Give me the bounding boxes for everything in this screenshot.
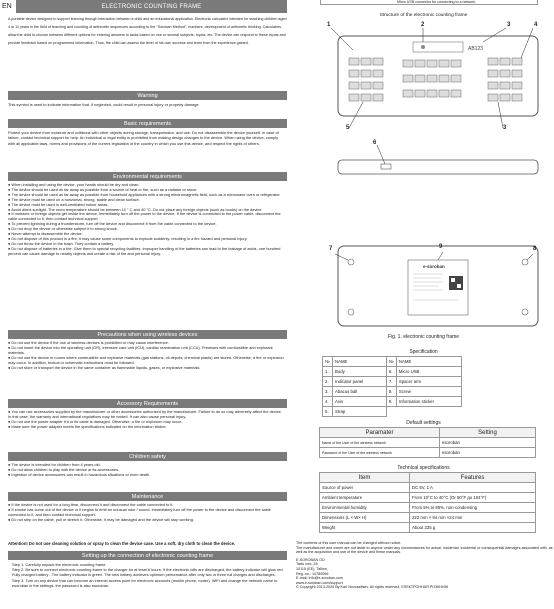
table-header-cell: Features: [410, 473, 536, 483]
environmental-section: [0, 170, 287, 257]
intro-section: [0, 15, 287, 47]
table-row: [323, 367, 462, 377]
manual-header: [0, 0, 287, 13]
footer-line: The manufacturer and owner are not liable to anyone under any circumstances for actual, incidental, incidental or consequential damages associated with, as well as the acquisition and use of the device and these manuals.: [296, 545, 553, 555]
footer-line: © Copyright 2013-2020 By Karl Novoseltsev. All rights reserved. ЕЛЕКТРОННАЯ РОЗКНИЖ: [296, 585, 449, 590]
device-bottom-view-diagram: [293, 242, 554, 330]
setup-steps: [0, 562, 287, 588]
callout-number: 8: [533, 246, 537, 252]
accessory-list: [0, 410, 287, 430]
list-item: ● Do not step on the cable, pull or stretch it. Otherwise, it may be damaged and the device will stop working.: [8, 516, 194, 522]
tech-specs-table: [319, 472, 536, 533]
basic-requirements-section: [0, 117, 287, 146]
children-safety-section: [0, 450, 287, 478]
warning-heading: Warning: [8, 91, 287, 100]
footer-notes: [296, 541, 554, 590]
table-cell: Weight: [320, 523, 410, 533]
list-item: ● The device should be used as far away as possible from a source of heat or fire, such as a radiator or stove.: [8, 186, 198, 192]
callout-number: 6: [373, 140, 377, 146]
table-row: [320, 428, 536, 438]
table-cell: Password of the User of the wireless network: [320, 448, 440, 458]
basic-requirements-heading: Basic requirements: [8, 119, 287, 128]
list-item: ● If the device is not used for a long time, disconnect it and disconnect the cable connected to it.: [8, 502, 174, 507]
list-item: ● Do not use the power adapter if it or its cable is damaged. Otherwise, a fire or explosion may occur..: [8, 418, 184, 424]
environmental-list: [0, 183, 287, 257]
setup-section: [0, 549, 287, 588]
callout-number: 3: [503, 125, 507, 131]
list-item: ● The device must be used on a horizontal, strong, stable and clean surface.: [8, 196, 140, 202]
warning-section: [0, 89, 287, 107]
table-cell: 9.: [386, 397, 396, 407]
list-item: ● The device should be used as far away as possible from household appliances with a strong electromagnetic field, such as a microwave oven or refrigerator.: [8, 191, 281, 197]
basic-requirements-text: Protect your device from moisture and collisions with other objects during storage, transportation, and use. Do not disassemble the device yourself. In case of failure, contact technical support for help. An individual or legal entity is prohibited from making design changes to the device. When using the device, comply with all applicable laws, norms and provisions of the current legislation of the country in which you use this device, and respect the rights of others.: [8, 130, 279, 146]
table-cell: esoroban: [440, 448, 536, 458]
table-cell: Micro USB: [396, 367, 461, 377]
list-item: ● If moisture or foreign objects get inside the device, immediately turn off the power to the device. If the device is connected to the power cable, disconnect the cable connected to it, then contact technical support.: [8, 211, 281, 222]
table-cell: Information sticker: [396, 397, 461, 407]
table-cell: Abacus ball: [333, 387, 387, 397]
maintenance-list: [0, 503, 287, 523]
list-item: ● You can use accessories supplied by the manufacturer or other accessories authorized by the manufacturer. Failure to do so may adversely affect the device. In this case, the warranty and international regulations may be voided. It can also cause personal injury.: [8, 409, 282, 419]
default-settings-table: [319, 427, 536, 458]
list-item: ● The device is intended for children from 4 years old.: [8, 462, 101, 467]
table-cell: Strap: [333, 407, 387, 417]
table-cell: Screw: [396, 387, 461, 397]
setup-step: Step 1. Carefully unpack the electronic counting frame.: [12, 562, 107, 567]
footer-line: The contents of this user manual can be changed without notice.: [296, 541, 402, 545]
list-item: ● Do not use the device if the use of wireless devices is prohibited or may cause interference.: [8, 340, 169, 345]
table-cell: [396, 407, 461, 417]
children-safety-heading: Children safety: [8, 452, 287, 461]
table-header-cell: Paramater: [320, 428, 440, 438]
table-row: [323, 397, 462, 407]
callout-number: 7: [329, 246, 333, 252]
top-note-text: Micro USB connector for connecting to a network.: [397, 0, 477, 4]
table-row: [323, 407, 462, 417]
table-cell: Ambient temperature: [320, 493, 410, 503]
table-cell: Spacer arm: [396, 377, 461, 387]
list-item: ● Do not dispose of this product in a fire, it may cause some components to explode suddenly, resulting in a fire hazard and personal injury.: [8, 235, 248, 241]
table-row: [323, 357, 462, 367]
default-settings-title: Default settings: [406, 420, 441, 426]
footer-line: Reg. no.: 14780096: [296, 571, 329, 576]
table-cell: 2.: [323, 377, 333, 387]
table-header-cell: NAME: [333, 357, 387, 367]
table-row: [323, 387, 462, 397]
figure-caption: Fig. 1. electronic counting frame: [387, 334, 460, 340]
list-item: ● When installing and using the device, your hands should be dry and clean.: [8, 182, 140, 187]
table-cell: DC 5V, 1 A: [410, 483, 536, 493]
table-row: [320, 513, 536, 523]
table-cell: 222 mm × 94 mm ×24 mm: [410, 513, 536, 523]
table-cell: 6.: [386, 367, 396, 377]
footer-line: 10115 (EE), Tallinn,: [296, 566, 328, 571]
wireless-heading: Precautions when using wireless devices: [8, 330, 287, 339]
callout-number: 4: [534, 22, 538, 28]
intro-text: A portable device designed to support learning through interaction between a child and an educational application. Electronic calculator intended for teaching children aged 4 to 11 years in the field of teaching and counting of arithmetic sequences according to the "Soroban Method", numbers, development of arithmetic thinking. Calculators allow the child to choose between different options for entering answers to tasks based on one or several subjects, topics, etc. The device can respond to these inputs and provide feedback based on programmed information. Thus, the child can assess the level of his own success and learn from the experience gained.: [8, 17, 287, 45]
wireless-list: [0, 341, 287, 370]
table-cell: Source of power: [320, 483, 410, 493]
table-row: [320, 493, 536, 503]
callout-number: 1: [327, 22, 331, 28]
table-cell: Indicator panel: [333, 377, 387, 387]
list-item: ● Never attempt to disassemble the device.: [8, 231, 83, 237]
table-cell: Axis: [333, 397, 387, 407]
setup-step: Step 3. Turn on any device that can become an internet access point for electronic accounts (mobile phone, router). WiFi and change the network name to esoroban in the settings, the password is also esoroban.: [12, 577, 278, 588]
list-item: ● Do not throw the device in the trash. They contain a battery.: [8, 240, 115, 246]
maintenance-heading: Maintenance: [8, 492, 287, 501]
attention-section: [0, 541, 287, 547]
environmental-heading: Environmental requirements: [8, 172, 287, 181]
table-cell: [386, 407, 396, 417]
table-cell: From 10°C to 40°C (Or 50°F до 104°F): [410, 493, 536, 503]
tech-specs-title: Technical specifications: [397, 465, 450, 471]
table-cell: Environmental humidity: [320, 503, 410, 513]
table-header-cell: Item: [320, 473, 410, 483]
model-label: AB123: [468, 46, 484, 52]
table-cell: 1.: [323, 367, 333, 377]
list-item: ● Ingestion of device accessories can result in hazardous situations or even death.: [8, 471, 151, 477]
table-cell: 8.: [386, 387, 396, 397]
attention-text: Attention! Do not use cleaning solution or spray to clean the device case. Use a soft, dry cloth to clean the device.: [8, 541, 236, 546]
table-header-cell: №: [323, 357, 333, 367]
children-safety-list: [0, 463, 287, 478]
table-row: [320, 448, 536, 458]
footer-line: E-SOROBAN OÜ: [296, 557, 325, 562]
list-item: ● Do not dispose of batteries in a fire. Give them to special recycling facilities. Improper handling of the batteries can lead to the leakage of acids, one hundred percent can cause damage to nearby objects and create a risk of fire and personal injury.: [8, 245, 281, 256]
table-cell: 4.: [323, 397, 333, 407]
manual-right-column: [293, 0, 554, 609]
list-item: ● The device must be used in well-ventilated indoor areas.: [8, 201, 109, 207]
footer-line: Tartu mnt, 28: [296, 562, 318, 567]
table-cell: From 5% to 85%, non-condensing: [410, 503, 536, 513]
table-row: [320, 503, 536, 513]
accessory-heading: Accessory Requirements: [8, 399, 287, 408]
table-header-cell: NAME: [396, 357, 461, 367]
warning-text: This symbol is used to indicate information that, if neglected, could result in personal injury or property damage.: [8, 102, 200, 107]
callout-number: 3: [507, 22, 511, 28]
wireless-section: [0, 328, 287, 370]
device-top-view-diagram: [293, 20, 554, 135]
list-item: ● Do not drop the device or otherwise subject it to strong shock.: [8, 226, 118, 232]
manual-title: ELECTRONIC COUNTING FRAME: [16, 0, 287, 13]
accessory-section: [0, 397, 287, 430]
table-header-cell: №: [386, 357, 396, 367]
specification-title: Specification: [409, 349, 438, 355]
language-label: EN: [2, 3, 12, 10]
maintenance-section: [0, 490, 287, 523]
setup-heading: Setting up the connection of electronic counting frame: [8, 551, 287, 560]
table-cell: esoroban: [440, 438, 536, 448]
parts-table: [322, 356, 462, 417]
table-row: [320, 438, 536, 448]
table-cell: 5.: [323, 407, 333, 417]
footer-line: www.e-soroban.com/support: [296, 580, 343, 585]
top-note-table: [320, 0, 538, 5]
callout-number: 9: [439, 244, 443, 250]
list-item: ● If smoke has come out of the device or it begins to emit an unusual odor / sound, immediately turn off the power to the device and disconnect the cable connected to it, and then contact technical support.: [8, 506, 271, 517]
callout-number: 2: [421, 22, 425, 28]
device-side-view-diagram: [293, 140, 554, 195]
list-item: ● Do not insert the device into the operating unit (OR), intensive care unit (ICU), cardiac reanimation unit (CCU). Premises with combustible and explosive materials.: [8, 344, 273, 355]
table-cell: 3.: [323, 387, 333, 397]
table-row: [320, 483, 536, 493]
callout-number: 5: [346, 125, 350, 131]
table-cell: 7.: [386, 377, 396, 387]
footer-line: E-mail: Info@e-soroban.com: [296, 576, 343, 581]
list-item: ● Do not store or transport the device in the same container as flammable liquids, gases, or explosive materials.: [8, 364, 201, 370]
table-row: [320, 523, 536, 533]
table-cell: Dimensions (L × W× H): [320, 513, 410, 523]
table-row: [323, 377, 462, 387]
list-item: ● Do not allow children to play with the device or its accessories.: [8, 466, 120, 472]
list-item: ● Do not use the device in rooms where combustible and explosive materials (gas stations, oil depots, chemical plants) are stored. Otherwise, a fire or explosion may occur. In addition, textual or schematic instructions must be followed.: [8, 354, 284, 365]
list-item: ● Avoid direct sunlight. The room temperature should be between 10 ° C and 40 °C. Do not place any foreign objects (such as books) on the device.: [8, 206, 263, 212]
table-cell: About 325 g: [410, 523, 536, 533]
list-item: ● Make sure the power adapter meets the specifications indicated on the information sticker.: [8, 423, 167, 429]
sticker-brand: e-soroban: [423, 264, 445, 269]
setup-step: Step 2. Be sure to connect electronic counting frame to the charger for at least 6 hours. If the electronic bills are discharged, the battery indicator will glow red. Fully charged battery - The battery indicator is green. The new battery achieves optimum performance after only two or three full charges and discharges.: [12, 567, 284, 578]
table-header-cell: Setting: [440, 428, 536, 438]
list-item: ● To prevent lightning during a thunderstorm, turn off the device and disconnect it from the cable connected to the device.: [8, 221, 217, 227]
table-cell: Name of the User of the wireless network: [320, 438, 440, 448]
structure-title: Structure of the electronic counting frame: [379, 13, 468, 18]
table-row: [320, 473, 536, 483]
table-cell: Body: [333, 367, 387, 377]
